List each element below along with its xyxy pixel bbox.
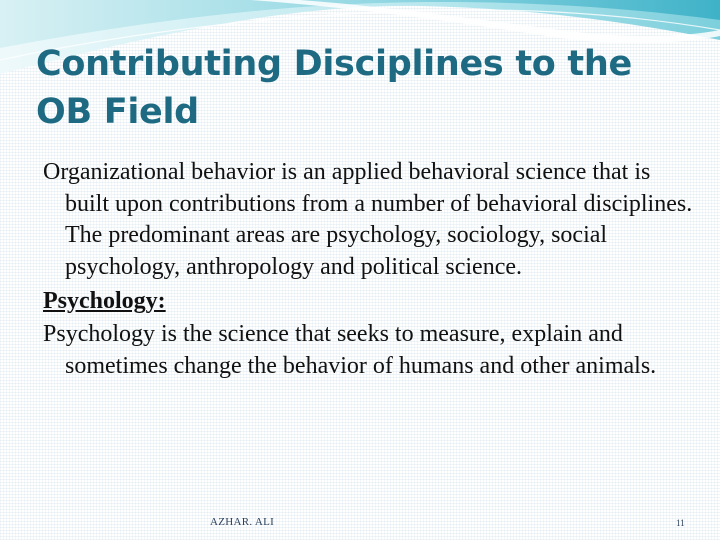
section-paragraph: Psychology is the science that seeks to measure, explain and sometimes change the behavior of humans and other animals.	[43, 321, 657, 379]
footer-author: AZHAR. ALI	[210, 516, 275, 528]
section-heading: Psychology:	[43, 288, 166, 314]
intro-paragraph: Organizational behavior is an applied behavioral science that is built upon contributions from a number of behavioral disciplines. The predominant areas are psychology, sociology, social psychology, anthropology and political science.	[43, 159, 693, 280]
slide-title: Contributing Disciplines to the OB Field	[36, 44, 632, 132]
slide-body	[43, 157, 693, 382]
page-number: 11	[676, 518, 685, 528]
